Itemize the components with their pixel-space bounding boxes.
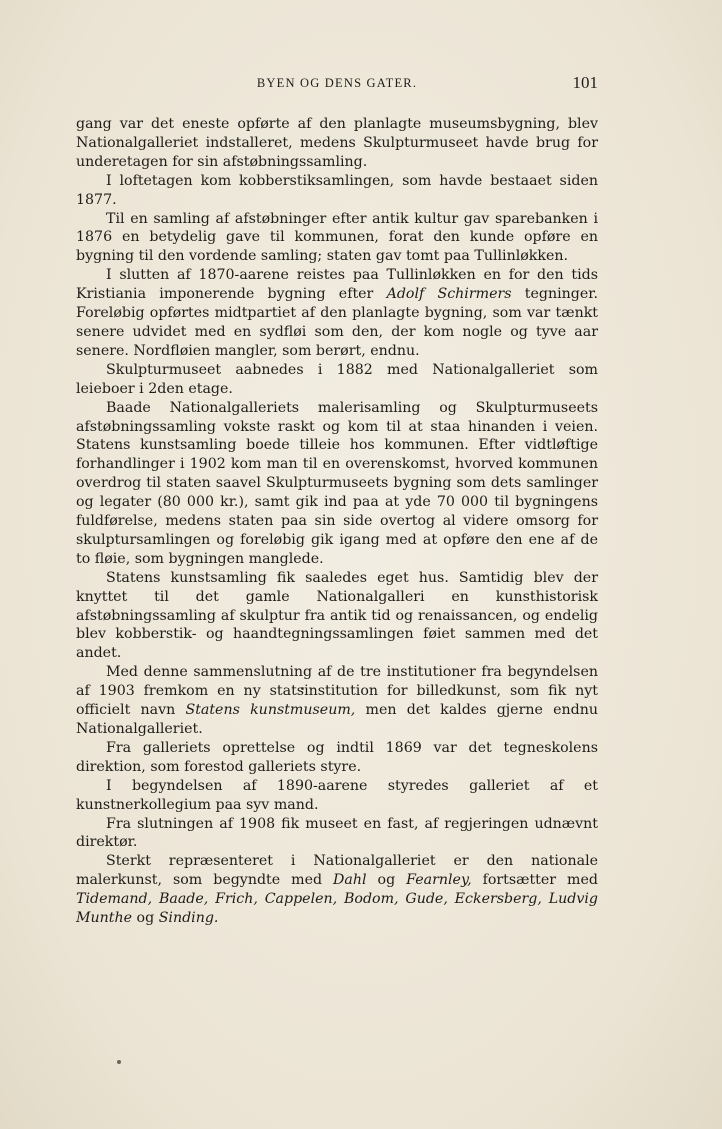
paragraph-9: Fra galleriets oprettelse og indtil 1869 var det tegneskolens direktion, som forestod galleriets styre. <box>76 739 598 775</box>
paragraph-1: gang var det eneste opførte af den planlagte museumsbygning, blev Nationalgalleriet indstalleret, medens Skulpturmuseet havde brug for underetagen for sin afstøbningssamling. <box>76 116 598 170</box>
ink-speck <box>117 1060 121 1064</box>
painter-name: Dahl <box>333 872 367 889</box>
paragraph-6: Baade Nationalgalleriets malerisamling og Skulpturmuseets afstøbningssamling vokste raskt og kom til at staa hinanden i veien. Statens kunstsamling boede tilleie hos kommunen. Efter vidtløftige forhandlinger i 1902 kom man til en overenskomst, hvorved kommunen overdrog til staten saavel Skulpturmuseets bygning som dets samlinger og legater (80 000 kr.), samt gik ind paa at yde 70 000 til bygningens fuldførelse, medens staten paa sin side overtog al videre omsorg for skulptursamlingen og foreløbig gik igang med at opføre den ene af de to fløie, som bygningen manglede. <box>76 399 598 567</box>
paragraph-7: Statens kunstsamling fik saaledes eget hus. Samtidig blev der knyttet til det gamle Nationalgalleri en kunsthistorisk afstøbningssamling af skulptur fra antik tid og renaissancen, og endelig blev kobberstik- og haandtegningssamlingen føiet sammen med det andet. <box>76 569 598 662</box>
paragraph-3: Til en samling af afstøbninger efter antik kultur gav sparebanken i 1876 en betydelig gave til kommunen, forat den kunde opføre en bygning til den vordende samling; staten gav tomt paa Tullinløkken. <box>76 210 598 265</box>
architect-name: Adolf Schirmers <box>386 286 512 303</box>
paragraph-12: Sterkt repræsenteret i Nationalgalleriet er den nationale malerkunst, som begyndte med Dahl og Fearnley, fortsætter med Tidemand, Baade, Frich, Cappelen, Bodom, Gude, Eckersberg, Ludvig Munthe og Sinding. <box>76 853 598 927</box>
paragraph-4: I slutten af 1870-aarene reistes paa Tullinløkken en for den tids Kristiania imponerende bygning efter Adolf Schirmers tegninger. Foreløbig opførtes midtpartiet af den planlagte bygning, som var tænkt senere udvidet med en sydfløi som den, der kom nogle og tyve aar senere. Nordfløien mangler, som berørt, endnu. <box>76 267 599 359</box>
paragraph-10: I begyndelsen af 1890-aarene styredes galleriet af et kunstnerkollegium paa syv mand. <box>76 777 598 813</box>
paragraph-11: Fra slutningen af 1908 fik museet en fast, af regjeringen udnævnt direktør. <box>76 815 598 851</box>
painter-name: Sinding. <box>158 910 219 927</box>
paragraph-2: I loftetagen kom kobberstiksamlingen, som havde bestaaet siden 1877. <box>76 172 598 208</box>
museum-name: Statens kunstmuseum, <box>185 702 356 719</box>
painter-name: Fearnley, <box>406 872 472 889</box>
page-header <box>76 73 598 98</box>
body-text <box>76 115 598 928</box>
paragraph-5: Skulpturmuseet aabnedes i 1882 med Nationalgalleriet som leieboer i 2den etage. <box>76 361 598 397</box>
paragraph-8: Med denne sammenslutning af de tre institutioner fra begyndelsen af 1903 fremkom en ny statsinstitution for billedkunst, som fik nyt officielt navn Statens kunstmuseum, men det kaldes gjerne endnu Nationalgalleriet. <box>76 664 598 737</box>
page-number: 101 <box>572 73 598 92</box>
painter-names: Tidemand, Baade, Frich, Cappelen, Bodom, Gude, Eckersberg, Ludvig Munthe <box>76 891 598 927</box>
running-title: BYEN OG DENS GATER. <box>256 76 418 90</box>
